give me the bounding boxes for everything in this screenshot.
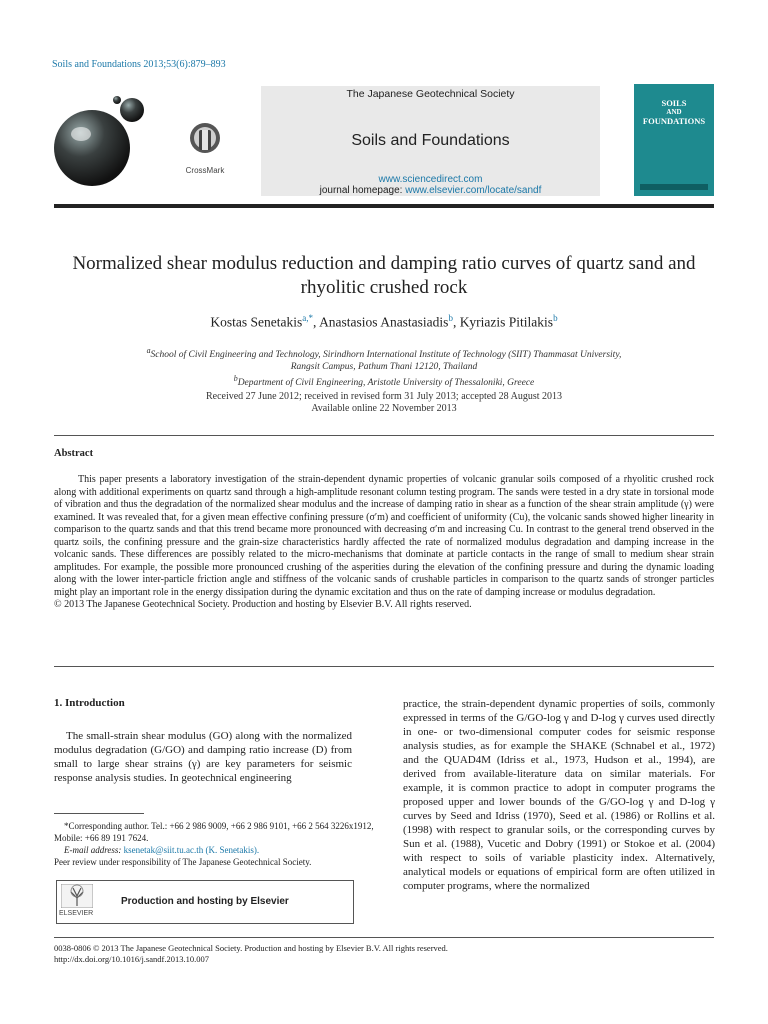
corresponding-author-note: *Corresponding author. Tel.: +66 2 986 9009, +66 2 986 9101, +66 2 564 3226x1912, Mobile: +66 89 191 7624. (54, 821, 374, 843)
production-hosting-box (56, 880, 354, 924)
cover-footer-bar (640, 184, 708, 190)
article-title: Normalized shear modulus reduction and damping ratio curves of quartz sand and rhyolitic crushed rock (72, 253, 696, 298)
page-footer (54, 943, 714, 965)
homepage-link[interactable]: www.elsevier.com/locate/sandf (405, 185, 542, 196)
journal-homepage (261, 185, 600, 196)
author-list: Kostas Senetakis$^{a,*}$, Anastasios Anastasiadis$^b$, Kyriazis Pitilakis$^b$ (210, 313, 558, 330)
elsevier-tree-icon (61, 884, 93, 908)
sciencedirect-link[interactable]: www.sciencedirect.com (378, 174, 483, 185)
author-sup: a,* (302, 313, 314, 323)
journal-cover-image (634, 84, 714, 196)
journal-logo-spheres-icon (54, 96, 164, 196)
journal-header (261, 86, 600, 196)
crossmark-icon (188, 121, 222, 159)
section-heading: 1. Introduction (54, 697, 125, 709)
intro-left-column (54, 729, 352, 785)
homepage-prefix: journal homepage: (319, 185, 406, 196)
footer-divider (54, 937, 714, 938)
affiliation-line: $^a$School of Civil Engineering and Technology, Sirindhorn International Institute of Technology (SIIT) Thammasat University, (146, 346, 622, 361)
society-name: The Japanese Geotechnical Society (346, 88, 515, 100)
crossmark-label: CrossMark (185, 166, 225, 175)
author-sup: b (553, 313, 558, 323)
author-name: Anastasios Anastasiadis (319, 314, 449, 330)
author-name: Kyriazis Pitilakis (459, 314, 554, 330)
abstract-text: This paper presents a laboratory investigation of the strain-dependent dynamic properties of volcanic granular soils composed of a rhyolitic crushed rock along with additional experiments on quartz sand through a high-amplitude resonant column testing program. The sands were tested in a dry state in torsional mode of vibration and thus the degradation of the normalized shear modulus and the increase of damping ratio in shear as a function of the shear strain amplitude (γ) were examined. It was revealed that, for a given mean effective confining pressure (σ′m) and coefficient of uniformity (Cu), the volcanic sands showed higher linearity in comparison to the quartz sands and that this trend became more pronounced with decreasing σ′m and increasing Cu. In contrast to the general trend observed in the quartz soils, the confining pressure and the grain-size characteristics hardly affected the rate of normalized modulus degradation and damping increase in the volcanic sands. These differences are possibly related to the micro-mechanisms that dominate at particle contacts in the range of small to medium shear strain amplitudes. For example, the possible more pronounced crushing of the asperities during the elevation of the confining pressure and during the dynamic loading along with the lower inter-particle friction angle and stiffness of the volcanic sands of crushable particles in comparison to the quartz sands of stronger particles might play an important role in the energy dissipation during the dynamic excitation and thus on the rate of damping increase or modulus degradation. (54, 474, 714, 598)
journal-citation[interactable]: Soils and Foundations 2013;53(6):879–893 (52, 59, 226, 70)
abstract-copyright: © 2013 The Japanese Geotechnical Society. Production and hosting by Elsevier B.V. All rights reserved. (54, 599, 472, 610)
affiliation-line: Rangsit Campus, Pathum Thani 12120, Thailand (290, 362, 478, 373)
intro-paragraph: practice, the strain-dependent dynamic properties of soils, commonly expressed in terms of the G/GO-log γ and D-log γ curves used directly in one- or two-dimensional computer codes for seismic response analysis studies, as for example the SHAKE (Schnabel et al., 1972) and the QUAD4M (Idriss et al., 1973, Hudson et al., 1994), are derived from available-literature data on similar materials. For example, it is common practice to adopt in computer programs the proposed upper and lower bounds of the G/GO-log γ and D-log γ curves by Seed and Idriss (1970), Seed et al. (1986) or Rollins et al. (1998) with respect to granular soils, or the corresponding curves by Sun et al. (1988), Vucetic and Dobry (1991) or Stokoe et al. (2004) with respect to soils of variable plasticity index. Alternatively, analytical models or equations of empirical form are often utilized in computer programs, where the normalized (403, 698, 715, 892)
intro-paragraph: The small-strain shear modulus (GO) along with the normalized modulus degradation (G/GO) and damping ratio increase (D) from small to large shear strains (γ) are key parameters for seismic response analysis studies. In geotechnical engineering (54, 730, 352, 784)
cover-title: SOILS AND FOUNDATIONS (642, 98, 706, 126)
author-name: Kostas Senetakis (210, 314, 303, 330)
author-sup: b (448, 313, 453, 323)
abstract-heading: Abstract (54, 448, 94, 459)
elsevier-wordmark: ELSEVIER (59, 910, 94, 917)
email-note: E-mail address: ksenetak@siit.tu.ac.th (K. Senetakis). (64, 845, 260, 855)
peer-review-note: Peer review under responsibility of The Japanese Geotechnical Society. (54, 857, 312, 867)
affiliations (54, 345, 714, 389)
received-dates: Received 27 June 2012; received in revised form 31 July 2013; accepted 28 August 2013 (205, 391, 563, 402)
article-dates (54, 391, 714, 415)
abstract-body (54, 474, 714, 612)
affiliation-line: $^b$Department of Civil Engineering, Aristotle University of Thessaloniki, Greece (233, 374, 535, 389)
journal-name: Soils and Foundations (351, 132, 510, 149)
online-date: Available online 22 November 2013 (311, 403, 457, 414)
abstract-top-divider (54, 435, 714, 436)
footnotes (54, 820, 374, 868)
email-link[interactable]: ksenetak@siit.tu.ac.th (K. Senetakis). (123, 845, 260, 855)
footnote-divider (54, 813, 144, 814)
crossmark-badge[interactable] (180, 121, 230, 175)
doi-link[interactable]: http://dx.doi.org/10.1016/j.sandf.2013.10.007 (54, 954, 209, 964)
production-text: Production and hosting by Elsevier (121, 896, 289, 907)
issn-copyright: 0038-0806 © 2013 The Japanese Geotechnical Society. Production and hosting by Elsevier B.V. All rights reserved. (54, 943, 448, 953)
abstract-bottom-divider (54, 666, 714, 667)
header-divider (54, 204, 714, 208)
intro-right-column (403, 697, 715, 893)
